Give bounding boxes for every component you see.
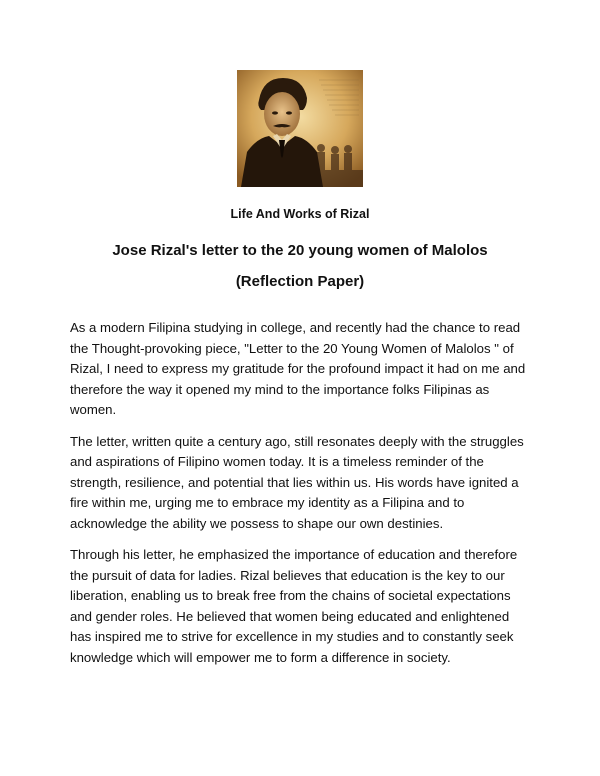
- document-title-line2: (Reflection Paper): [235, 273, 365, 290]
- rizal-portrait-image: [237, 70, 363, 187]
- document-title: Jose Rizal's letter to the 20 young women of Malolos: [112, 242, 488, 259]
- document-body: [70, 318, 532, 679]
- paragraph: As a modern Filipina studying in college, and recently had the chance to read the Thought-provoking piece, "Letter to the 20 Young Women of Malolos " of Rizal, I need to express my gratitude for the profound impact it had on me and therefore the way it opened my mind to the importance folks Filipinas as women.: [70, 320, 526, 417]
- paragraph: The letter, written quite a century ago, still resonates deeply with the struggles and aspirations of Filipino women today. It is a timeless reminder of the strength, resilience, and potential that lies within us. His words have ignited a fire within me, urging me to embrace my identity as a Filipina and to acknowledge the ability we possess to shape our own destinies.: [70, 433, 524, 531]
- course-subtitle: Life And Works of Rizal: [230, 207, 370, 221]
- paragraph: Through his letter, he emphasized the importance of education and therefore the pursuit of data for ladies. Rizal believes that education is the key to our liberation, enabling us to break free from the chains of societal expectations and gender roles. He believed that women being educated and enlightened has inspired me to strive for excellence in my studies and to constantly seek knowledge which will empower me to form a difference in society.: [70, 547, 518, 665]
